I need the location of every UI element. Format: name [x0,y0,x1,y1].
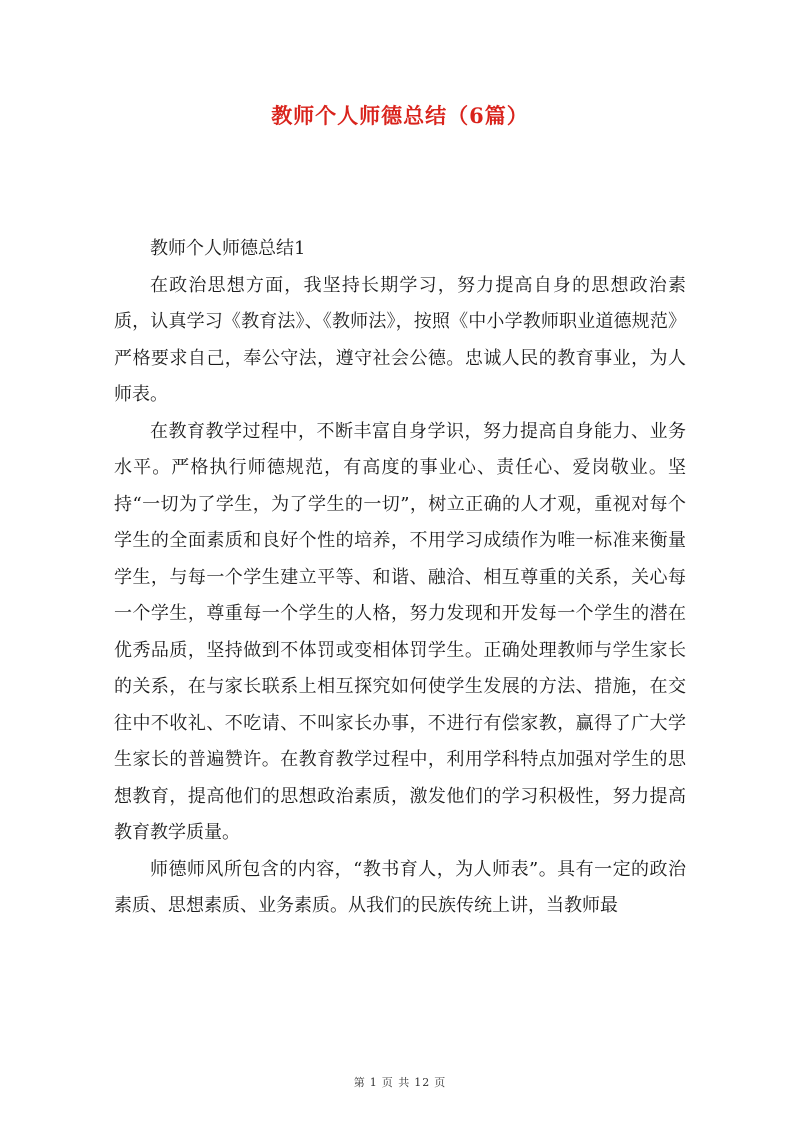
body-paragraph: 在政治思想方面，我坚持长期学习，努力提高自身的思想政治素质，认真学习《教育法》、《教师法》，按照《中小学教师职业道德规范》严格要求自己，奉公守法，遵守社会公德。忠诚人民的教育事业，为人师表。 [114,274,686,405]
document-title: 教师个人师德总结（6篇） [271,103,529,128]
section-heading: 教师个人师德总结1 [150,238,306,259]
footer-prefix: 第 [353,1076,366,1089]
document-body [114,231,686,925]
footer-suffix: 页 [434,1076,447,1089]
body-paragraph: 师德师风所包含的内容，“教书育人，为人师表”。具有一定的政治素质、思想素质、业务素质。从我们的民族传统上讲，当教师最 [114,858,686,916]
footer-middle: 页 共 [381,1076,411,1089]
current-page-number: 1 [369,1076,378,1089]
page-footer [0,1074,800,1090]
body-paragraph: 在教育教学过程中，不断丰富自身学识，努力提高自身能力、业务水平。严格执行师德规范，有高度的事业心、责任心、爱岗敬业。坚持“一切为了学生，为了学生的一切”，树立正确的人才观，重视对每个学生的全面素质和良好个性的培养，不用学习成绩作为唯一标准来衡量学生，与每一个学生建立平等、和谐、融洽、相互尊重的关系，关心每一个学生，尊重每一个学生的人格，努力发现和开发每一个学生的潜在优秀品质，坚持做到不体罚或变相体罚学生。正确处理教师与学生家长的关系，在与家长联系上相互探究如何使学生发展的方法、措施，在交往中不收礼、不吃请、不叫家长办事，不进行有偿家教，赢得了广大学生家长的普遍赞许。在教育教学过程中，利用学科特点加强对学生的思想教育，提高他们的思想政治素质，激发他们的学习积极性，努力提高教育教学质量。 [114,420,686,843]
total-pages: 12 [414,1076,431,1089]
